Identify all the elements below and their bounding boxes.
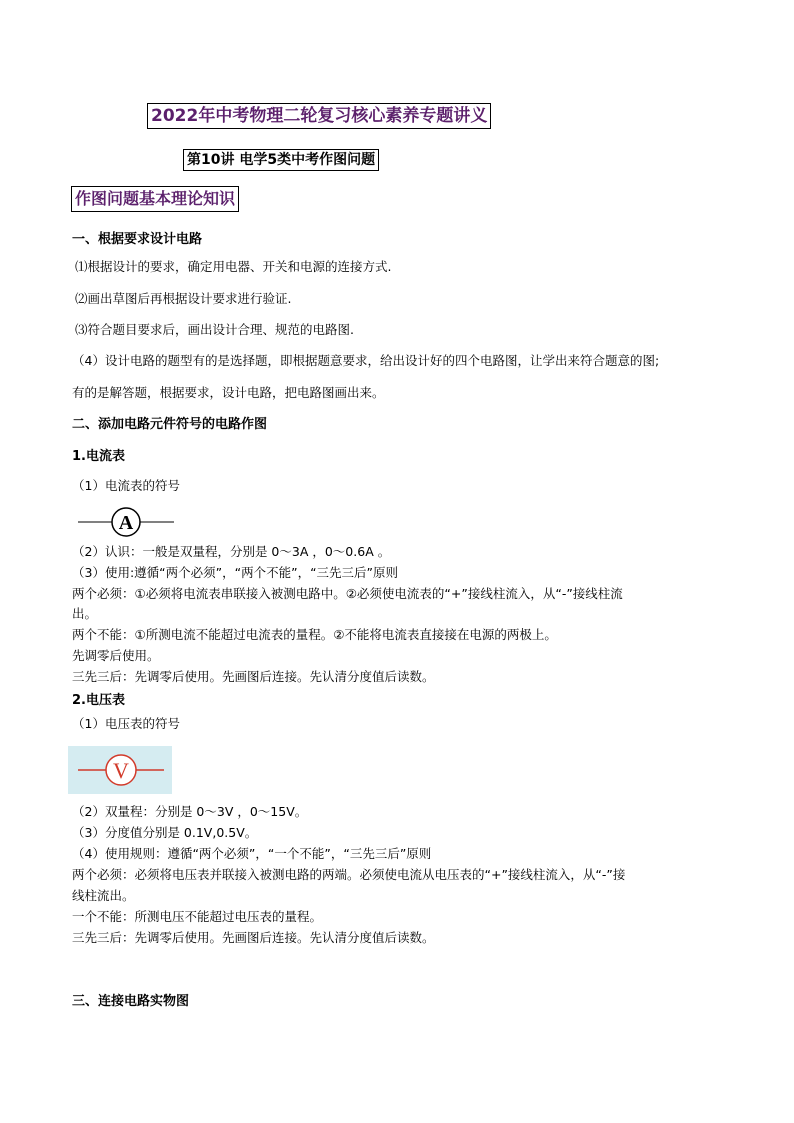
sec1-p2: ⑵画出草图后再根据设计要求进行验证. bbox=[75, 291, 292, 306]
ammeter-l5: 两个不能：①所测电流不能超过电流表的量程。②不能将电流表直接接在电源的两极上。 bbox=[72, 627, 557, 642]
ammeter-l6: 先调零后使用。 bbox=[72, 648, 160, 663]
section-title: 作图问题基本理论知识 bbox=[71, 186, 239, 212]
ammeter-symbol-icon bbox=[78, 506, 178, 538]
voltmeter-heading: 2.电压表 bbox=[72, 693, 125, 708]
document-title: 2022年中考物理二轮复习核心素养专题讲义 bbox=[147, 103, 491, 129]
ammeter-l4b: 出。 bbox=[72, 606, 98, 621]
voltmeter-l3: （3）分度值分别是 0.1V,0.5V。 bbox=[72, 825, 258, 840]
sec3-heading: 三、连接电路实物图 bbox=[72, 994, 190, 1009]
ammeter-symbol-caption: （1）电流表的符号 bbox=[72, 478, 180, 493]
sec1-p4a: （4）设计电路的题型有的是选择题，即根据题意要求，给出设计好的四个电路图，让学出来符合题意的图; bbox=[72, 353, 660, 368]
ammeter-l7: 三先三后：先调零后使用。先画图后连接。先认清分度值后读数。 bbox=[72, 669, 435, 684]
voltmeter-l6: 一个不能：所测电压不能超过电压表的量程。 bbox=[72, 909, 323, 924]
sec1-p1: ⑴根据设计的要求，确定用电器、开关和电源的连接方式. bbox=[75, 259, 392, 274]
voltmeter-l7: 三先三后：先调零后使用。先画图后连接。先认清分度值后读数。 bbox=[72, 930, 435, 945]
voltmeter-l5b: 线柱流出。 bbox=[72, 888, 135, 903]
ammeter-l2: （2）认识：一般是双量程，分别是 0～3A ，0～0.6A 。 bbox=[72, 544, 391, 559]
ammeter-l4a: 两个必须：①必须将电流表串联接入被测电路中。②必须使电流表的“+”接线柱流入，从“-”接线柱流 bbox=[72, 586, 623, 601]
sec1-p4b: 有的是解答题，根据要求，设计电路，把电路图画出来。 bbox=[72, 385, 385, 400]
voltmeter-symbol-caption: （1）电压表的符号 bbox=[72, 716, 180, 731]
voltmeter-l5a: 两个必须：必须将电压表并联接入被测电路的两端。必须使电流从电压表的“+”接线柱流入，从“-”接 bbox=[72, 867, 626, 882]
voltmeter-l2: （2）双量程：分别是 0～3V ，0～15V。 bbox=[72, 804, 308, 819]
ammeter-symbol bbox=[78, 506, 178, 538]
ammeter-heading: 1.电流表 bbox=[72, 449, 125, 464]
lecture-subtitle: 第10讲 电学5类中考作图问题 bbox=[183, 149, 379, 171]
sec1-p3: ⑶符合题目要求后，画出设计合理、规范的电路图. bbox=[75, 322, 354, 337]
sec1-heading: 一、根据要求设计电路 bbox=[72, 232, 203, 247]
ammeter-letter: A bbox=[118, 512, 134, 534]
voltmeter-l4: （4）使用规则：遵循“两个必须”，“一个不能”，“三先三后”原则 bbox=[72, 846, 432, 861]
voltmeter-letter: V bbox=[113, 758, 129, 783]
ammeter-l3: （3）使用:遵循“两个必须”，“两个不能”，“三先三后”原则 bbox=[72, 565, 399, 580]
sec2-heading: 二、添加电路元件符号的电路作图 bbox=[72, 417, 268, 432]
voltmeter-symbol-icon bbox=[68, 746, 172, 794]
voltmeter-symbol bbox=[68, 746, 172, 794]
